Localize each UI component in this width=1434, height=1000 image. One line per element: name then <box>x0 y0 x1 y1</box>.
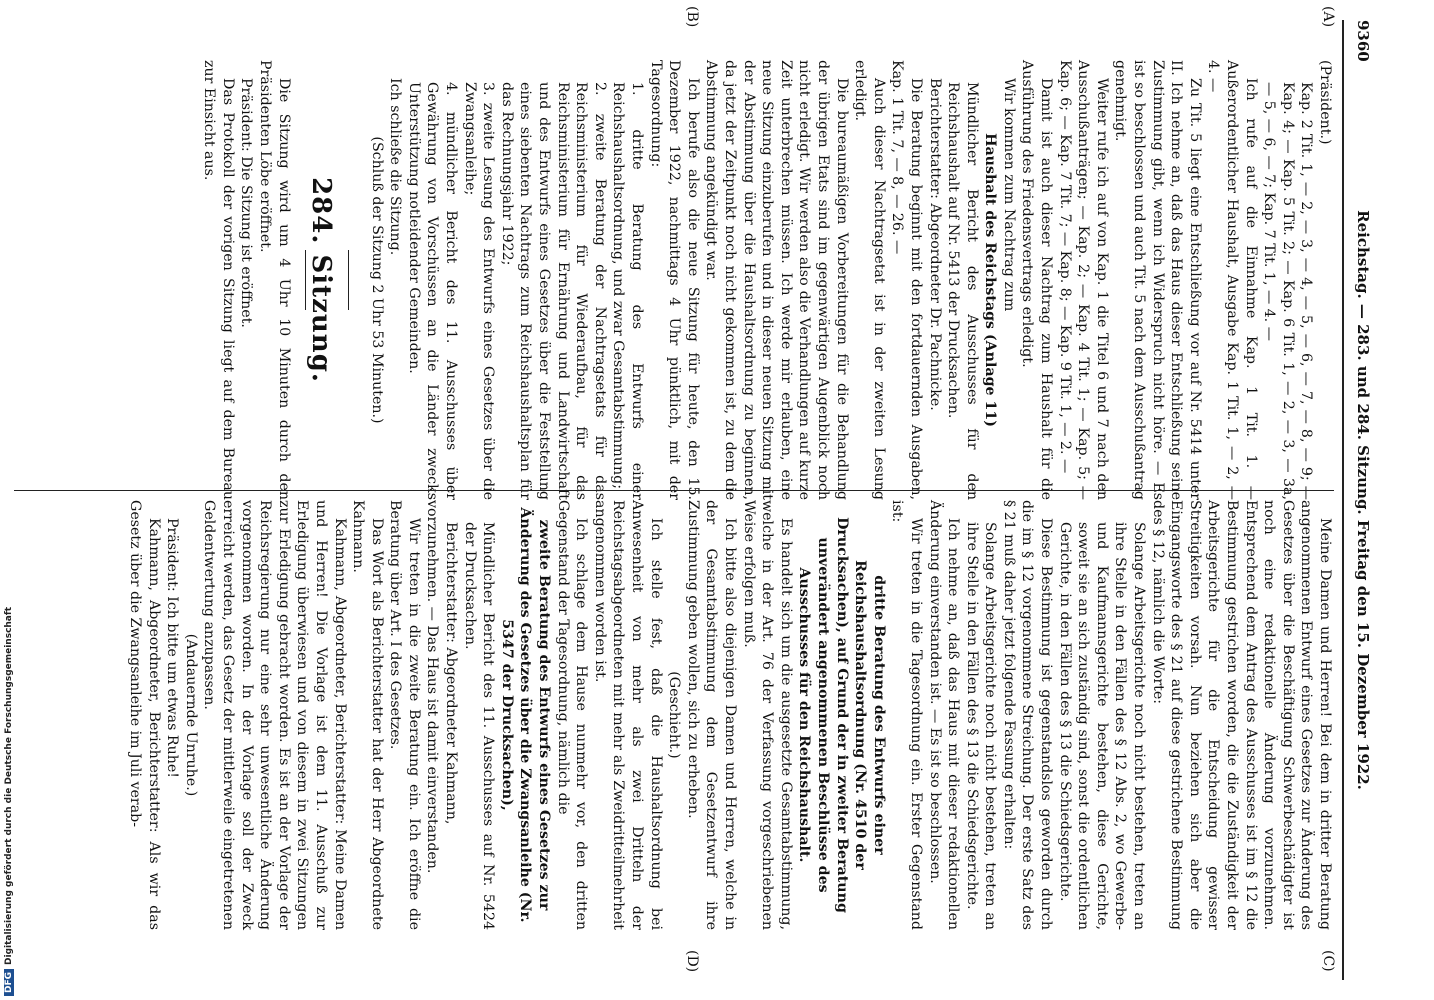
left-column <box>200 60 1334 500</box>
right-column <box>125 500 1334 930</box>
margin-marker-a: (A) <box>1320 6 1336 28</box>
paragraph-left-column-11: Auch dieser Nachtragsetat ist in der zweiten Lesung erledigt. <box>852 60 887 500</box>
header-rule <box>1342 20 1344 980</box>
paragraph-right-column-0: Meine Damen und Herren! Bei dem in dritter Beratung angenommenen Entwurf eines Gesetzes zur Änderung des Gesetzes über die Beschäftigung Schwerbeschädigter ist noch eine redaktionelle Änderung vorzunehmen. Entsprechend dem Antrag des Ausschusses ist im § 12 die Bestimmung gestrichen worden, die die Zuständigkeit der Arbeitsgerichte für die Entscheidung gewisser Streitigkeiten vorsah. Nun beziehen sich aber die Eingangsworte des § 21 auf diese gestrichene Bestimmung des § 12, nämlich die Worte: <box>1149 500 1333 930</box>
running-title: Reichstag. — 283. und 284. Sitzung. Freitag den 15. Dezember 1922. <box>1354 210 1372 790</box>
paragraph-left-column-5: Damit ist auch dieser Nachtrag zum Haushalt für die Ausführung des Friedensvertrags erledigt. <box>1019 60 1055 500</box>
paragraph-left-column-4: Weiter rufe ich auf von Kap. 1 die Titel 6 und 7 nach den Ausschußanträgen; — Kap. 2; — Kap. 4 Tit. 1; — Kap. 5; — Kap. 6; — Kap. 7 Tit. 7; — Kap. 8; — Kap. 9 Tit. 1, — 2. — <box>1056 60 1110 500</box>
paragraph-right-column-17: Das Wort als Berichterstatter hat der Herr Abgeordnete Kahmann. <box>350 500 385 930</box>
paragraph-left-column-6: Wir kommen zum Nachtrag zum <box>1000 78 1017 312</box>
paragraph-right-column-20: Präsident: Ich bitte um etwas Ruhe! <box>164 518 181 778</box>
paragraph-right-column-3: Solange Arbeitsgerichte noch nicht bestehen, treten an ihre Stelle in den Fällen des § 13 die Schiedsgerichte. <box>963 522 999 930</box>
session-paragraph-2: Das Protokoll der vorigen Sitzung liegt auf dem Bureau zur Einsicht aus. <box>201 60 236 500</box>
paragraph-left-column-2: Ich rufe auf die Einnahme Kap. 1 Tit. 1. — Außerordentlicher Haushalt, Ausgabe Kap. 1 Tit. 1, — 2, — 4. — <box>1205 60 1259 500</box>
paragraph-right-column-9: (Geschieht.) <box>666 671 683 759</box>
paragraph-right-column-19: (Andauernde Unruhe.) <box>182 633 199 797</box>
session-paragraph-1: Präsident: Die Sitzung ist eröffnet. <box>238 78 255 328</box>
digitization-credit <box>4 16 30 996</box>
paragraph-left-column-18: Ich schließe die Sitzung. <box>387 78 404 256</box>
paragraph-right-column-15: vorzunehmen. — Das Haus ist damit einverstanden. <box>424 500 441 874</box>
paragraph-right-column-2: Diese Bestimmung ist gegenstandslos geworden durch die im § 12 vorgenommene Streichung. Der erste Satz des § 21 muß daher jetzt folgende Fassung erhalten: <box>1000 500 1055 930</box>
paragraph-right-column-11: Ich schlage dem Hause nunmehr vor, den dritten Gegenstand der Tagesordnung, nämlich die <box>554 500 590 930</box>
paragraph-right-column-8: Ich bitte also diejenigen Damen und Herren, welche in der Gesamtabstimmung dem Gesetzentwurf ihre Zustimmung geben wollen, sich zu erheben. <box>684 500 738 930</box>
paragraph-left-column-8: Mündlicher Bericht des Ausschusses für den Reichshaushalt auf Nr. 5413 der Drucksachen. <box>945 82 980 500</box>
paragraph-left-column-16: 3. zweite Lesung des Entwurfs eines Gesetzes über die Zwangsanleihe; <box>461 82 497 500</box>
paragraph-right-column-1: Solange Arbeitsgerichte noch nicht bestehen, treten an ihre Stelle in den Fällen des § 12 Abs. 2, wo Gewerbe- und Kaufmannsgerichte bestehen, diese Gerichte, soweit sie an sich zuständig sind, sonst die ordentlichen Gerichte, in den Fällen des § 13 die Schiedsgerichte. <box>1056 522 1148 930</box>
margin-marker-c: (C) <box>1320 950 1336 972</box>
paragraph-right-column-14: Berichterstatter: Abgeordneter Kahmann, <box>443 522 460 825</box>
paragraph-left-column-17: 4. mündlicher Bericht des 11. Ausschusses über Gewährung von Vorschüssen an die Länder zwecks Unterstützung notleidender Gemeinden. <box>405 82 460 500</box>
heading-right-column-6: dritte Beratung des Entwurfs einer Reichshaushaltsordnung (Nr. 4510 der Drucksachen), auf Grund der in zweiter Beratung unverändert angenommenen Beschlüsse des Ausschusses für den Reichshaushalt. <box>796 517 887 913</box>
paragraph-left-column-14: 1. dritte Beratung des Entwurfs einer Reichshaushaltsordnung, und zwar Gesamtabstimmung; <box>610 82 646 500</box>
paragraph-left-column-0: (Präsident.) <box>1317 60 1333 145</box>
paragraph-left-column-9: Berichterstatter: Abgeordneter Dr. Pachnicke. <box>926 78 943 411</box>
dfg-logo: DFG <box>4 969 14 996</box>
paragraph-right-column-18: Kahmann, Abgeordneter, Berichterstatter: Meine Damen und Herren! Die Vorlage ist dem 11. Ausschuß zur Erledigung überwiesen und von diesem in zwei Sitzungen zur Erledigung gebracht worden. Es ist an der Vorlage der Reichsregierung nur eine sehr unwesentliche Änderung vorgenommen worden. In der Vorlage soll der Zweck erreicht werden, das Gesetz der mittlerweile eingetretenen Geldentwertung anzupassen. <box>201 500 348 930</box>
paragraph-right-column-4: Ich nehme an, daß das Haus mit dieser redaktionellen Änderung einverstanden ist. — Es ist so beschlossen. <box>926 500 962 930</box>
margin-marker-b: (B) <box>684 6 700 28</box>
session-paragraph-0: Die Sitzung wird um 4 Uhr 10 Minuten durch den Präsidenten Löbe eröffnet. <box>256 60 292 500</box>
margin-marker-d: (D) <box>684 950 700 973</box>
paragraph-left-column-13: Ich berufe also die neue Sitzung für heute, den 15. Dezember 1922, nachmittags 4 Uhr pünktlich, mit der Tagesordnung: <box>647 60 701 500</box>
paragraph-left-column-10: Die Beratung beginnt mit den fortdauernden Ausgaben, Kap. 1 Tit. 7, — 8, — 26. — <box>889 60 924 500</box>
paragraph-left-column-3: Zu Tit. 5 liegt eine Entschließung vor auf Nr. 5414 unter II. Ich nehme an, daß das Haus dieser Entschließung seine Zustimmung gibt, wenn ich Widerspruch nicht höre. — Es ist so beschlossen und auch Tit. 5 nach dem Ausschußantrag genehmigt. <box>1112 60 1203 500</box>
paragraph-left-column-1: Kap. 2 Tit. 1, — 2, — 3, — 4, — 5, — 6, — 7, — 8, — 9; — Kap. 4; — Kap. 5 Tit. 2; — Kap. 6 Tit. 1, — 2, — 3, — 3a, — 5, — 6, — 7; Kap. 7 Tit. 1, — 4. — <box>1261 82 1315 500</box>
paragraph-right-column-21: Kahmann, Abgeordneter, Berichterstatter: Als wir das Gesetz über die Zwangsanleihe im Juli verab- <box>127 500 162 930</box>
credit-text: Digitalisierung gefördert durch die Deutsche Forschungsgemeinschaft <box>4 606 14 965</box>
session-separator <box>348 250 349 310</box>
paragraph-left-column-15: 2. zweite Beratung der Nachtragsetats für das Reichsministerium für Wiederaufbau, für das Reichsministerium für Ernährung und Landwirtschaft und des Entwurfs eines Gesetzes über die Feststellung eines siebenten Nachtrags zum Reichshaushaltsplan für das Rechnungsjahr 1922; <box>498 82 608 500</box>
paragraph-right-column-10: Ich stelle fest, daß die Haushaltsordnung bei Anwesenheit von mehr als zwei Dritteln der Reichstagsabgeordneten mit mehr als Zweidritteilmehrheit angenommen worden ist. <box>591 500 664 930</box>
heading-right-column-12: zweite Beratung des Entwurfs eines Gesetzes zur Änderung des Gesetzes über die Zwangsanleihe (Nr. 5347 der Drucksachen), <box>498 507 553 923</box>
page-number: 9360 <box>1354 20 1372 62</box>
paragraph-left-column-12: Die bureaumäßigen Vorbereitungen für die Behandlung der übrigen Etats sind im gegenwärtigen Augenblick noch nicht erledigt. Wir werden also die Verhandlungen auf kurze Zeit unterbrechen müssen. Ich werde mir erlauben, eine neue Sitzung einzuberufen und in dieser neuen Sitzung mit der Abstimmung über die Haushaltsordnung zu beginnen, da jetzt der Zeitpunkt noch nicht gekommen ist, zu dem die Abstimmung angekündigt war. <box>703 60 850 500</box>
paragraph-right-column-5: Wir treten in die Tagesordnung ein. Erster Gegenstand ist: <box>889 500 924 930</box>
paragraph-right-column-16: Wir treten in die zweite Beratung ein. Ich eröffne die Beratung über Art. I des Gesetzes. <box>387 500 422 930</box>
session-title: 284. Sitzung. <box>306 177 337 383</box>
paragraph-left-column-19: (Schluß der Sitzung 2 Uhr 53 Minuten.) <box>368 136 385 424</box>
paragraph-right-column-13: Mündlicher Bericht des 11. Ausschusses auf Nr. 5424 der Drucksachen. <box>461 522 497 930</box>
heading-left-column-7: Haushalt des Reichstags (Anlage 11) <box>982 133 999 427</box>
paragraph-right-column-7: Es handelt sich um die ausgesetzte Gesamtabstimmung, welche in der Art. 76 der Verfassung vorgeschriebenen Weise erfolgen muß. <box>740 500 794 930</box>
page-header <box>1346 20 1372 980</box>
column-divider <box>14 490 1334 491</box>
